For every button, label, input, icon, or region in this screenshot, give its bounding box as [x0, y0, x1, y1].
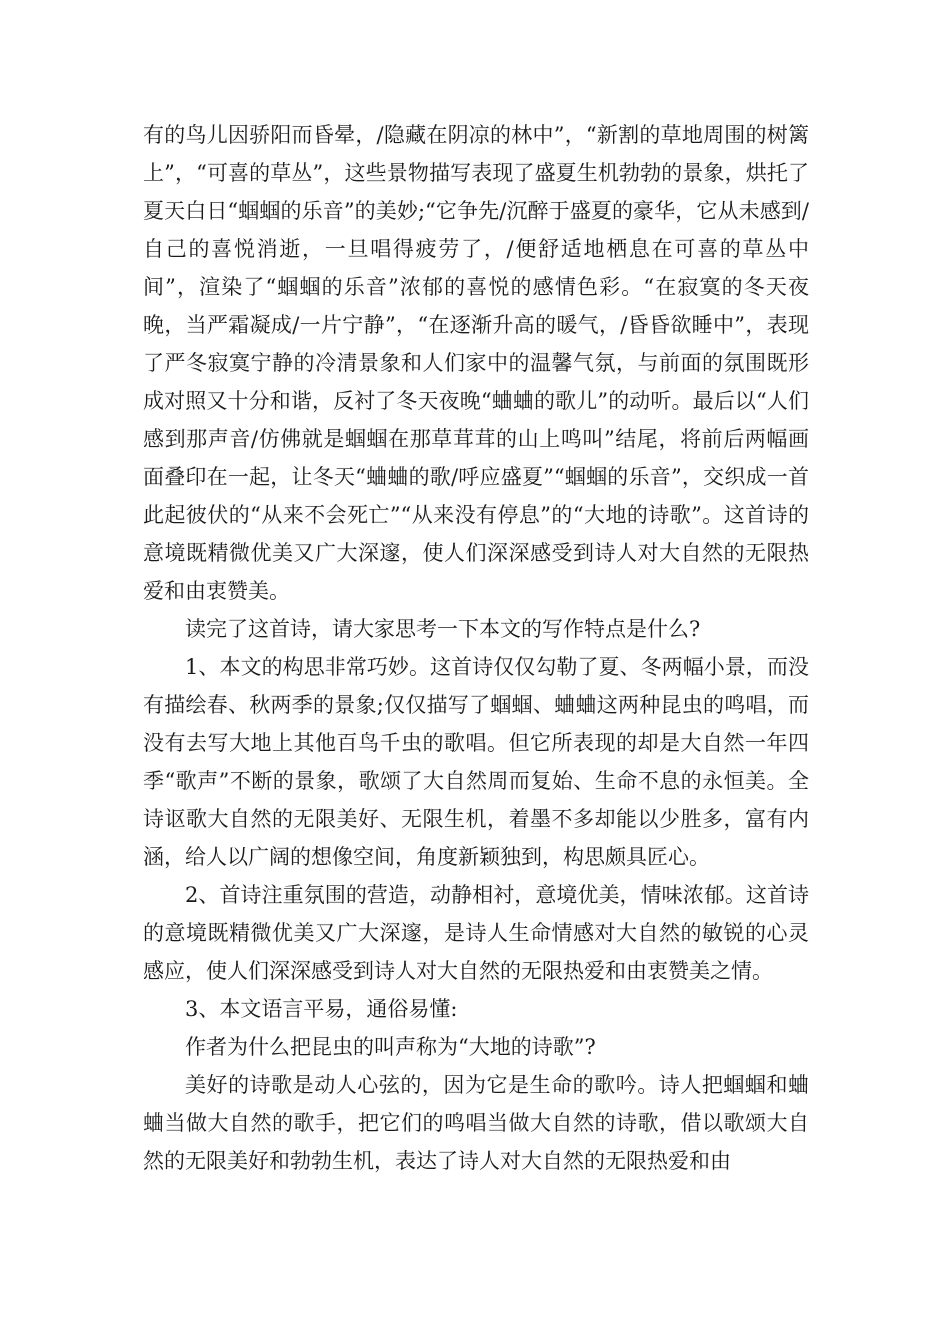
paragraph-question-earth-poem: 作者为什么把昆虫的叫声称为“大地的诗歌”? [185, 1035, 596, 1059]
paragraph-question-writing-features: 读完了这首诗，请大家思考一下本文的写作特点是什么? [185, 617, 701, 641]
paragraph-point-2: 2、首诗注重氛围的营造，动静相衬，意境优美，情味浓郁。这首诗的意境既精微优美又广大深邃，是诗人生命情感对大自然的敏锐的心灵感应，使人们深深感受到诗人对大自然的无限热爱和由衷赞美之情。 [143, 883, 809, 983]
paragraph-continued: 有的鸟儿因骄阳而昏晕，/隐藏在阴凉的林中”，“新割的草地周围的树篱上”，“可喜的草丛”，这些景物描写表现了盛夏生机勃勃的景象，烘托了夏天白日“蝈蝈的乐音”的美妙;“它争先/沉醉于盛夏的豪华，它从未感到/自己的喜悦消逝，一旦唱得疲劳了，/便舒适地栖息在可喜的草丛中间”，渲染了“蝈蝈的乐音”浓郁的喜悦的感情色彩。“在寂寞的冬天夜晚，当严霜凝成/一片宁静”，“在逐渐升高的暖气，/昏昏欲睡中”，表现了严冬寂寞宁静的冷清景象和人们家中的温馨气氛，与前面的氛围既形成对照又十分和谐，反衬了冬天夜晚“蛐蛐的歌儿”的动听。最后以“人们感到那声音/仿佛就是蝈蝈在那草茸茸的山上鸣叫”结尾，将前后两幅画面叠印在一起，让冬天“蛐蛐的歌/呼应盛夏”“蝈蝈的乐音”，交织成一首此起彼伏的“从来不会死亡”“从来没有停息”的“大地的诗歌”。这首诗的意境既精微优美又广大深邃，使人们深深感受到诗人对大自然的无限热爱和由衷赞美。 [143, 123, 809, 603]
paragraph-point-1: 1、本文的构思非常巧妙。这首诗仅仅勾勒了夏、冬两幅小景，而没有描绘春、秋两季的景象;仅仅描写了蝈蝈、蛐蛐这两种昆虫的鸣唱，而没有去写大地上其他百鸟千虫的歌唱。但它所表现的却是大自然一年四季“歌声”不断的景象，歌颂了大自然周而复始、生命不息的永恒美。全诗讴歌大自然的无限美好、无限生机，着墨不多却能以少胜多，富有内涵，给人以广阔的想像空间，角度新颖独到，构思颇具匠心。 [143, 655, 809, 869]
paragraph-point-3: 3、本文语言平易，通俗易懂: [185, 997, 458, 1021]
document-body [143, 116, 809, 1180]
paragraph-answer: 美好的诗歌是动人心弦的，因为它是生命的歌吟。诗人把蝈蝈和蛐蛐当做大自然的歌手，把它们的鸣唱当做大自然的诗歌，借以歌颂大自然的无限美好和勃勃生机，表达了诗人对大自然的无限热爱和由 [143, 1073, 809, 1173]
